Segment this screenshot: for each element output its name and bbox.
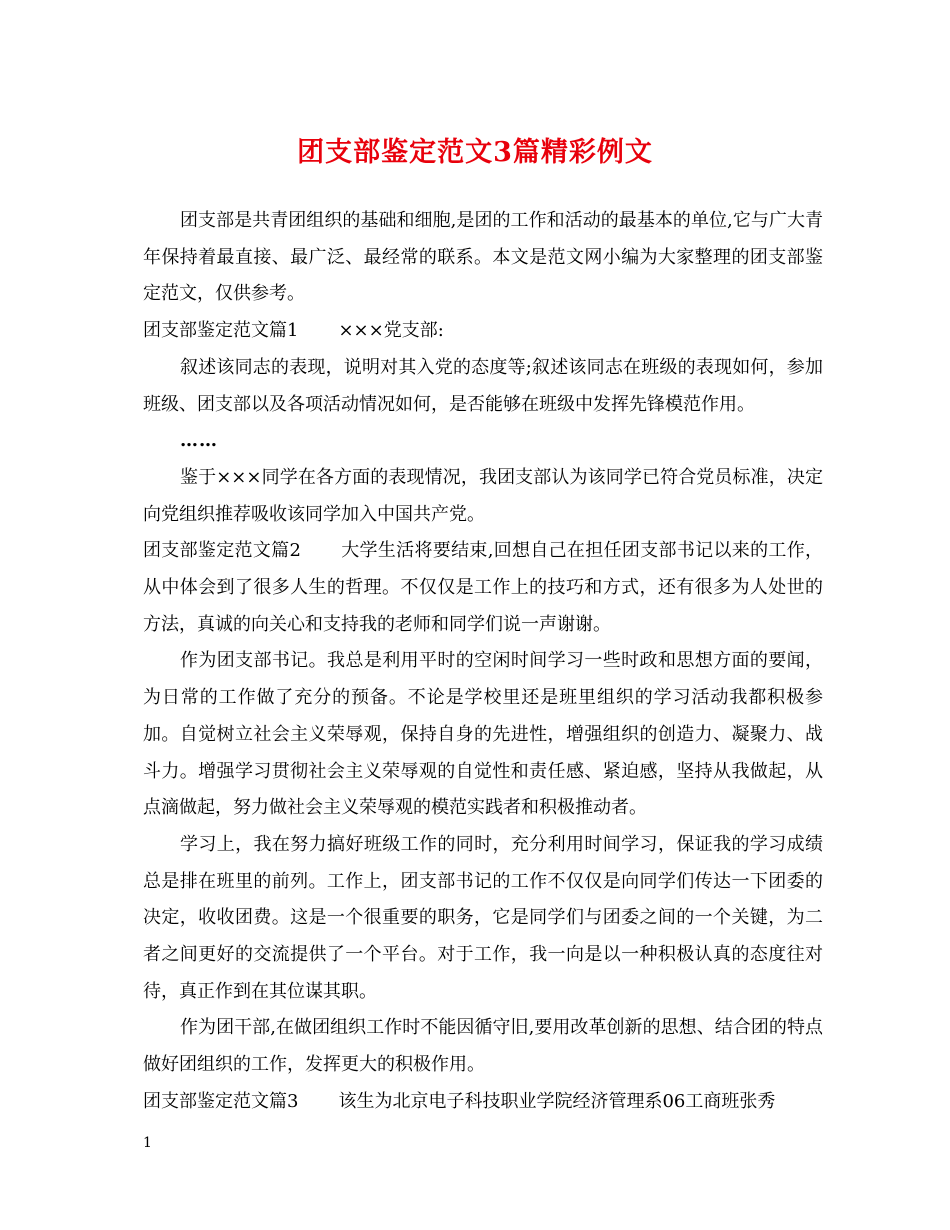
section1-heading-line bbox=[143, 313, 823, 350]
section2-paragraph-3: 作为团干部,在做团组织工作时不能因循守旧,要用改革创新的思想、结合团的特点做好团组织的工作，发挥更大的积极作用。 bbox=[143, 1017, 823, 1076]
section1-paragraph-1: 叙述该同志的表现，说明对其入党的态度等;叙述该同志在班级的表现如何，参加班级、团支部以及各项活动情况如何，是否能够在班级中发挥先锋模范作用。 bbox=[143, 356, 823, 415]
section2-lead: 大学生活将要结束,回想自己在担任团支部书记以来的工作，从中体会到了很多人生的哲理。不仅仅是工作上的技巧和方式，还有很多为人处世的方法，真诚的向关心和支持我的老师和同学们说一声谢谢。 bbox=[143, 540, 823, 635]
intro-paragraph: 团支部是共青团组织的基础和细胞,是团的工作和活动的最基本的单位,它与广大青年保持着最直接、最广泛、最经常的联系。本文是范文网小编为大家整理的团支部鉴定范文，仅供参考。 bbox=[143, 210, 823, 305]
section2-paragraph-1: 作为团支部书记。我总是利用平时的空闲时间学习一些时政和思想方面的要闻，为日常的工作做了充分的预备。不论是学校里还是班里组织的学习活动我都积极参加。自觉树立社会主义荣辱观，保持自身的先进性，增强组织的创造力、凝聚力、战斗力。增强学习贯彻社会主义荣辱观的自觉性和责任感、紧迫感，坚持从我做起，从点滴做起，努力做社会主义荣辱观的模范实践者和积极推动者。 bbox=[143, 650, 823, 819]
section1-ellipsis: …… bbox=[180, 430, 218, 452]
section1-paragraph-2: 鉴于×××同学在各方面的表现情况，我团支部认为该同学已符合党员标准，决定向党组织推荐吸收该同学加入中国共产党。 bbox=[143, 466, 823, 525]
section2-paragraph-2: 学习上，我在努力搞好班级工作的同时，充分利用时间学习，保证我的学习成绩总是排在班里的前列。工作上，团支部书记的工作不仅仅是向同学们传达一下团委的决定，收收团费。这是一个很重要的职务，它是同学们与团委之间的一个关键，为二者之间更好的交流提供了一个平台。对于工作，我一向是以一种积极认真的态度往对待，真正作到在其位谋其职。 bbox=[143, 833, 823, 1002]
section3-heading: 团支部鉴定范文篇3 bbox=[143, 1090, 299, 1112]
document-title: 团支部鉴定范文3篇精彩例文 bbox=[297, 137, 653, 168]
section1-heading: 团支部鉴定范文篇1 bbox=[143, 320, 299, 342]
section3-lead: 该生为北京电子科技职业学院经济管理系06工商班张秀 bbox=[338, 1090, 776, 1112]
section1-lead: ×××党支部: bbox=[338, 320, 444, 342]
section3-heading-line bbox=[143, 1084, 823, 1121]
section2-heading-line bbox=[143, 533, 823, 643]
section2-heading: 团支部鉴定范文篇2 bbox=[143, 540, 301, 562]
page-number: 1 bbox=[143, 1135, 152, 1151]
document-body bbox=[143, 203, 823, 1121]
